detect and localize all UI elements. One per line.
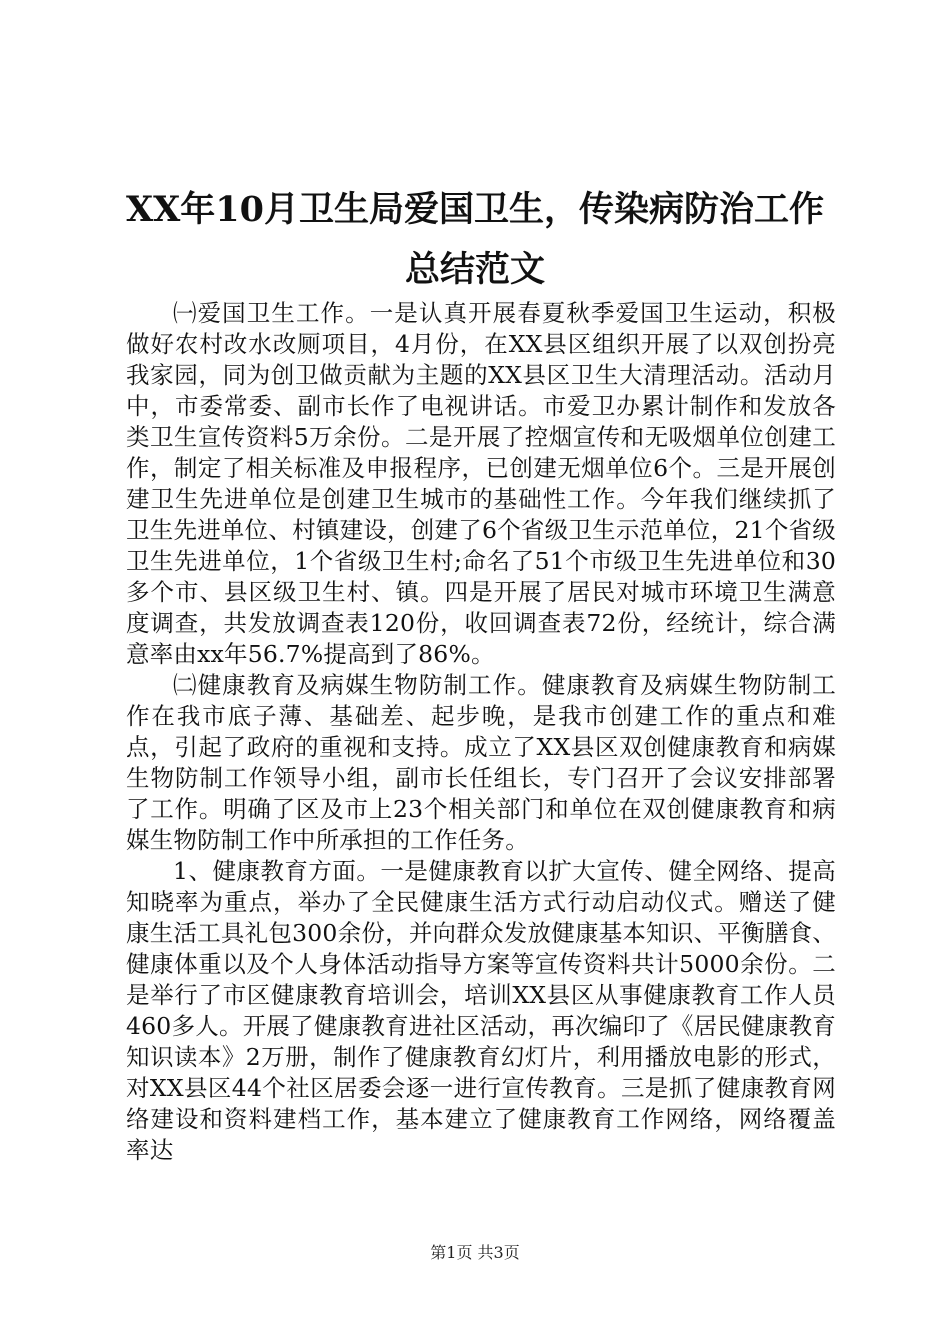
document-body xyxy=(126,298,836,1166)
paragraph-patriotic-health: ㈠爱国卫生工作。一是认真开展春夏秋季爱国卫生运动，积极做好农村改水改厕项目，4月份，在XX县区组织开展了以双创扮亮我家园，同为创卫做贡献为主题的XX县区卫生大清理活动。活动月中，市委常委、副市长作了电视讲话。市爱卫办累计制作和发放各类卫生宣传资料5万余份。二是开展了控烟宣传和无吸烟单位创建工作，制定了相关标准及申报程序，已创建无烟单位6个。三是开展创建卫生先进单位是创建卫生城市的基础性工作。今年我们继续抓了卫生先进单位、村镇建设，创建了6个省级卫生示范单位，21个省级卫生先进单位，1个省级卫生村;命名了51个市级卫生先进单位和30多个市、县区级卫生村、镇。四是开展了居民对城市环境卫生满意度调查，共发放调查表120份，收回调查表72份，经统计，综合满意率由xx年56.7%提高到了86%。 xyxy=(126,299,836,668)
document-title-line-1: XX年10月卫生局爱国卫生，传染病防治工作 xyxy=(125,189,825,230)
paragraph-health-education-aspect: 1、健康教育方面。一是健康教育以扩大宣传、健全网络、提高知晓率为重点，举办了全民健康生活方式行动启动仪式。赠送了健康生活工具礼包300余份，并向群众发放健康基本知识、平衡膳食、健康体重以及个人身体活动指导方案等宣传资料共计5000余份。二是举行了市区健康教育培训会，培训XX县区从事健康教育工作人员460多人。开展了健康教育进社区活动，再次编印了《居民健康教育知识读本》2万册，制作了健康教育幻灯片，利用播放电影的形式，对XX县区44个社区居委会逐一进行宣传教育。三是抓了健康教育网络建设和资料建档工作，基本建立了健康教育工作网络，网络覆盖率达 xyxy=(126,857,836,1164)
page-footer: 第1页 共3页 xyxy=(430,1243,520,1262)
document-title-line-2: 总结范文 xyxy=(404,249,545,290)
paragraph-health-education-vector-control: ㈡健康教育及病媒生物防制工作。健康教育及病媒生物防制工作在我市底子薄、基础差、起步晚，是我市创建工作的重点和难点，引起了政府的重视和支持。成立了XX县区双创健康教育和病媒生物防制工作领导小组，副市长任组长，专门召开了会议安排部署了工作。明确了区及市上23个相关部门和单位在双创健康教育和病媒生物防制工作中所承担的工作任务。 xyxy=(126,671,836,854)
